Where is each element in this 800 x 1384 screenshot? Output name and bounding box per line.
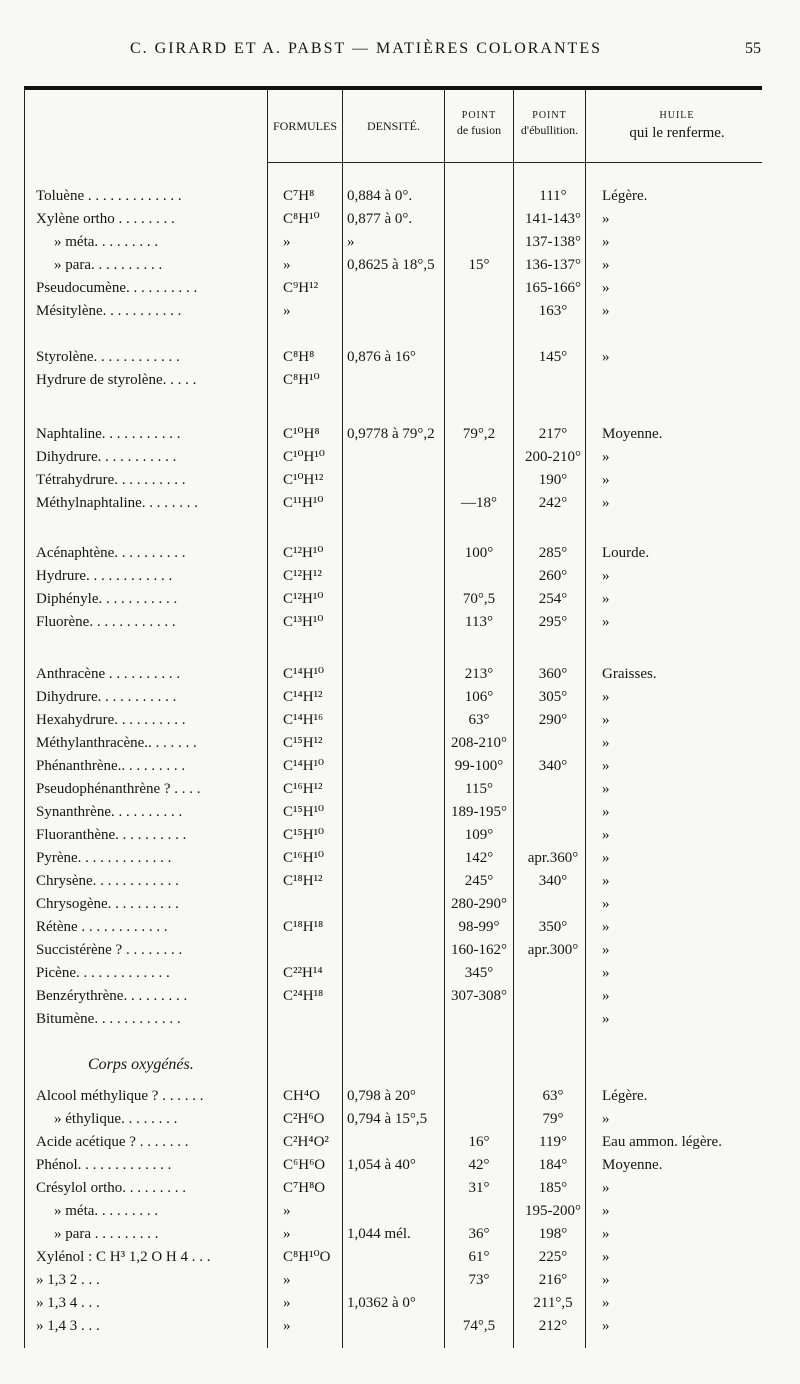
cell-formule: » bbox=[283, 257, 291, 273]
cell-formule: » bbox=[283, 1226, 291, 1242]
section-title: Corps oxygénés. bbox=[88, 1056, 194, 1073]
cell-name: Pyrène. . . . . . . . . . . . . bbox=[36, 850, 172, 866]
cell-name: Anthracène . . . . . . . . . . bbox=[36, 666, 181, 682]
cell-name: Hydrure de styrolène. . . . . bbox=[36, 372, 197, 388]
cell-name: Phénanthrène.. . . . . . . . . bbox=[36, 758, 186, 774]
column-header-formules: FORMULES bbox=[272, 119, 337, 133]
cell-name: » méta. . . . . . . . . bbox=[54, 234, 159, 250]
cell-ebullition: 163° bbox=[538, 303, 568, 319]
header-rule bbox=[592, 162, 762, 163]
column-header-fusion bbox=[445, 108, 513, 138]
cell-fusion: 70°,5 bbox=[462, 591, 496, 607]
cell-name: » éthylique. . . . . . . . bbox=[54, 1111, 178, 1127]
running-header: C. GIRARD ET A. PABST — MATIÈRES COLORANTES bbox=[130, 40, 602, 57]
cell-huile: » bbox=[602, 942, 610, 958]
cell-huile: Légère. bbox=[602, 1088, 648, 1104]
cell-fusion: 99-100° bbox=[454, 758, 504, 774]
cell-huile: » bbox=[602, 1111, 610, 1127]
cell-fusion: 106° bbox=[464, 689, 494, 705]
cell-ebullition: 254° bbox=[538, 591, 568, 607]
cell-name: Styrolène. . . . . . . . . . . . bbox=[36, 349, 180, 365]
cell-huile: Eau ammon. légère. bbox=[602, 1134, 722, 1150]
cell-name: Benzérythrène. . . . . . . . . bbox=[36, 988, 188, 1004]
cell-fusion: 109° bbox=[464, 827, 494, 843]
cell-formule: C⁸H⁸ bbox=[283, 349, 315, 365]
cell-ebullition: 137-138° bbox=[525, 234, 581, 250]
column-header-densite: DENSITÉ. bbox=[367, 119, 420, 133]
cell-formule: C¹⁴H¹⁶ bbox=[283, 712, 324, 728]
cell-huile: » bbox=[602, 712, 610, 728]
cell-fusion: 345° bbox=[464, 965, 494, 981]
cell-huile: » bbox=[602, 1226, 610, 1242]
cell-huile: Lourde. bbox=[602, 545, 650, 561]
cell-fusion: 100° bbox=[464, 545, 494, 561]
cell-huile: » bbox=[602, 988, 610, 1004]
cell-name: Acide acétique ? . . . . . . . bbox=[36, 1134, 189, 1150]
column-divider bbox=[513, 90, 514, 1348]
cell-huile: » bbox=[602, 804, 610, 820]
cell-name: Phénol. . . . . . . . . . . . . bbox=[36, 1157, 172, 1173]
cell-fusion: 36° bbox=[468, 1226, 490, 1242]
cell-ebullition: 290° bbox=[538, 712, 568, 728]
cell-fusion: 307-308° bbox=[451, 988, 507, 1004]
cell-fusion: 16° bbox=[468, 1134, 490, 1150]
cell-formule: C¹⁵H¹⁰ bbox=[283, 804, 325, 820]
header-rule bbox=[513, 162, 585, 163]
cell-name: Picène. . . . . . . . . . . . . bbox=[36, 965, 170, 981]
column-divider bbox=[444, 90, 445, 1348]
cell-formule: C²H⁴O² bbox=[283, 1134, 329, 1150]
cell-name: Alcool méthylique ? . . . . . . bbox=[36, 1088, 204, 1104]
header-rule bbox=[444, 162, 513, 163]
cell-formule: C⁶H⁶O bbox=[283, 1157, 326, 1173]
cell-name: Rétène . . . . . . . . . . . . bbox=[36, 919, 168, 935]
cell-formule: C¹⁰H⁸ bbox=[283, 426, 320, 442]
cell-name: Toluène . . . . . . . . . . . . . bbox=[36, 188, 182, 204]
cell-name: Pseudocumène. . . . . . . . . . bbox=[36, 280, 198, 296]
cell-ebullition: 185° bbox=[538, 1180, 568, 1196]
header-line: de fusion bbox=[456, 123, 502, 137]
cell-name: » para . . . . . . . . . bbox=[54, 1226, 159, 1242]
cell-name: Hexahydrure. . . . . . . . . . bbox=[36, 712, 186, 728]
cell-ebullition: 141-143° bbox=[525, 211, 581, 227]
cell-ebullition: 340° bbox=[538, 758, 568, 774]
cell-formule: C¹²H¹⁰ bbox=[283, 591, 324, 607]
cell-ebullition: 350° bbox=[538, 919, 568, 935]
cell-formule: C¹⁰H¹⁰ bbox=[283, 449, 325, 465]
cell-huile: » bbox=[602, 758, 610, 774]
cell-huile: » bbox=[602, 873, 610, 889]
cell-fusion: 208-210° bbox=[451, 735, 507, 751]
cell-ebullition: 119° bbox=[539, 1134, 567, 1150]
cell-huile: » bbox=[602, 568, 610, 584]
cell-ebullition: 184° bbox=[538, 1157, 568, 1173]
cell-name: Méthylanthracène.. . . . . . . bbox=[36, 735, 197, 751]
cell-ebullition: 198° bbox=[538, 1226, 568, 1242]
cell-ebullition: 79° bbox=[542, 1111, 564, 1127]
cell-ebullition: 145° bbox=[538, 349, 568, 365]
cell-name: Pseudophénanthrène ? . . . . bbox=[36, 781, 201, 797]
cell-formule: » bbox=[283, 234, 291, 250]
cell-formule: C⁸H¹⁰ bbox=[283, 211, 320, 227]
cell-ebullition: 212° bbox=[538, 1318, 568, 1334]
cell-ebullition: 216° bbox=[538, 1272, 568, 1288]
cell-huile: » bbox=[602, 472, 610, 488]
cell-ebullition: 165-166° bbox=[525, 280, 581, 296]
cell-ebullition: 217° bbox=[538, 426, 568, 442]
cell-ebullition: 305° bbox=[538, 689, 568, 705]
cell-fusion: 79°,2 bbox=[462, 426, 496, 442]
cell-huile: » bbox=[602, 896, 610, 912]
table-top-rule bbox=[24, 86, 762, 90]
cell-formule: » bbox=[283, 1318, 291, 1334]
cell-ebullition: 190° bbox=[538, 472, 568, 488]
cell-formule: C¹¹H¹⁰ bbox=[283, 495, 324, 511]
cell-huile: » bbox=[602, 614, 610, 630]
cell-ebullition: 211°,5 bbox=[533, 1295, 573, 1311]
column-divider bbox=[267, 90, 268, 1348]
cell-name: Chrysogène. . . . . . . . . . bbox=[36, 896, 179, 912]
cell-formule: » bbox=[283, 1203, 291, 1219]
cell-densite: 0,876 à 16° bbox=[347, 349, 416, 365]
header-rule bbox=[342, 162, 444, 163]
cell-fusion: 31° bbox=[468, 1180, 490, 1196]
cell-fusion: 115° bbox=[465, 781, 493, 797]
cell-huile: » bbox=[602, 781, 610, 797]
cell-huile: » bbox=[602, 1295, 610, 1311]
cell-huile: » bbox=[602, 850, 610, 866]
cell-name: Xylénol : C H³ 1,2 O H 4 . . . bbox=[36, 1249, 211, 1265]
cell-huile: » bbox=[602, 919, 610, 935]
cell-formule: » bbox=[283, 303, 291, 319]
cell-name: Chrysène. . . . . . . . . . . . bbox=[36, 873, 179, 889]
cell-formule: C²²H¹⁴ bbox=[283, 965, 323, 981]
cell-formule: C¹²H¹⁰ bbox=[283, 545, 324, 561]
cell-ebullition: 340° bbox=[538, 873, 568, 889]
cell-fusion: 245° bbox=[464, 873, 494, 889]
cell-name: Acénaphtène. . . . . . . . . . bbox=[36, 545, 186, 561]
cell-densite: 0,8625 à 18°,5 bbox=[347, 257, 435, 273]
cell-fusion: 73° bbox=[468, 1272, 490, 1288]
cell-ebullition: 260° bbox=[538, 568, 568, 584]
cell-ebullition: 242° bbox=[538, 495, 568, 511]
cell-huile: » bbox=[602, 689, 610, 705]
cell-name: Fluoranthène. . . . . . . . . . bbox=[36, 827, 187, 843]
cell-formule: C¹²H¹² bbox=[283, 568, 322, 584]
cell-name: » 1,4 3 . . . bbox=[36, 1318, 100, 1334]
cell-fusion: 213° bbox=[464, 666, 494, 682]
cell-huile: » bbox=[602, 303, 610, 319]
cell-name: Succistérène ? . . . . . . . . bbox=[36, 942, 183, 958]
cell-fusion: 142° bbox=[464, 850, 494, 866]
cell-densite: 0,884 à 0°. bbox=[347, 188, 413, 204]
cell-formule: C¹⁸H¹⁸ bbox=[283, 919, 324, 935]
cell-formule: C⁷H⁸O bbox=[283, 1180, 326, 1196]
cell-fusion: 280-290° bbox=[451, 896, 507, 912]
cell-huile: » bbox=[602, 234, 610, 250]
cell-ebullition: apr.360° bbox=[527, 850, 579, 866]
cell-fusion: 74°,5 bbox=[462, 1318, 496, 1334]
cell-name: » 1,3 2 . . . bbox=[36, 1272, 100, 1288]
cell-formule: C¹⁶H¹² bbox=[283, 781, 323, 797]
cell-huile: Graisses. bbox=[602, 666, 657, 682]
cell-name: Dihydrure. . . . . . . . . . . bbox=[36, 689, 177, 705]
cell-formule: C¹⁴H¹² bbox=[283, 689, 323, 705]
cell-huile: » bbox=[602, 495, 610, 511]
cell-densite: 0,877 à 0°. bbox=[347, 211, 413, 227]
cell-huile: » bbox=[602, 349, 610, 365]
cell-formule: C¹⁶H¹⁰ bbox=[283, 850, 325, 866]
cell-densite: » bbox=[347, 234, 355, 250]
cell-huile: » bbox=[602, 211, 610, 227]
cell-huile: » bbox=[602, 280, 610, 296]
cell-formule: C¹³H¹⁰ bbox=[283, 614, 324, 630]
column-divider bbox=[342, 90, 343, 1348]
cell-name: Mésitylène. . . . . . . . . . . bbox=[36, 303, 182, 319]
column-header-huile bbox=[592, 108, 762, 141]
cell-formule: C⁷H⁸ bbox=[283, 188, 315, 204]
cell-formule: C⁹H¹² bbox=[283, 280, 319, 296]
table-left-border bbox=[24, 90, 25, 1348]
cell-formule: C⁸H¹⁰O bbox=[283, 1249, 331, 1265]
cell-name: Synanthrène. . . . . . . . . . bbox=[36, 804, 183, 820]
header-line: POINT bbox=[461, 110, 497, 121]
header-line: POINT bbox=[532, 110, 567, 121]
cell-huile: » bbox=[602, 1318, 610, 1334]
cell-formule: C¹⁸H¹² bbox=[283, 873, 323, 889]
cell-densite: 0,798 à 20° bbox=[347, 1088, 416, 1104]
cell-name: Xylène ortho . . . . . . . . bbox=[36, 211, 175, 227]
cell-huile: » bbox=[602, 257, 610, 273]
cell-formule: C¹⁴H¹⁰ bbox=[283, 666, 325, 682]
cell-ebullition: 111° bbox=[539, 188, 567, 204]
cell-fusion: 189-195° bbox=[451, 804, 507, 820]
cell-ebullition: 285° bbox=[538, 545, 568, 561]
cell-name: Méthylnaphtaline. . . . . . . . bbox=[36, 495, 199, 511]
cell-ebullition: 63° bbox=[542, 1088, 564, 1104]
cell-huile: » bbox=[602, 1249, 610, 1265]
cell-formule: C¹⁵H¹⁰ bbox=[283, 827, 325, 843]
cell-formule: C¹⁰H¹² bbox=[283, 472, 324, 488]
cell-densite: 1,044 mél. bbox=[347, 1226, 411, 1242]
cell-formule: C⁸H¹⁰ bbox=[283, 372, 320, 388]
cell-formule: C²H⁶O bbox=[283, 1111, 325, 1127]
header-line: d'ébullition. bbox=[520, 123, 579, 137]
cell-formule: C²⁴H¹⁸ bbox=[283, 988, 324, 1004]
cell-fusion: 98-99° bbox=[458, 919, 500, 935]
cell-densite: 0,9778 à 79°,2 bbox=[347, 426, 435, 442]
cell-huile: » bbox=[602, 1180, 610, 1196]
cell-formule: CH⁴O bbox=[283, 1088, 320, 1104]
cell-huile: » bbox=[602, 591, 610, 607]
cell-fusion: 15° bbox=[468, 257, 490, 273]
cell-name: » para. . . . . . . . . . bbox=[54, 257, 163, 273]
cell-huile: » bbox=[602, 1272, 610, 1288]
page-number: 55 bbox=[745, 40, 761, 57]
cell-name: Dihydrure. . . . . . . . . . . bbox=[36, 449, 177, 465]
cell-name: Hydrure. . . . . . . . . . . . bbox=[36, 568, 173, 584]
cell-ebullition: 195-200° bbox=[525, 1203, 581, 1219]
cell-fusion: 42° bbox=[468, 1157, 490, 1173]
cell-name: Crésylol ortho. . . . . . . . . bbox=[36, 1180, 186, 1196]
cell-fusion: —18° bbox=[461, 495, 497, 511]
cell-ebullition: 225° bbox=[538, 1249, 568, 1265]
cell-huile: » bbox=[602, 827, 610, 843]
cell-huile: » bbox=[602, 1011, 610, 1027]
header-rule bbox=[267, 162, 342, 163]
cell-huile: » bbox=[602, 965, 610, 981]
cell-huile: Moyenne. bbox=[602, 1157, 663, 1173]
cell-name: » méta. . . . . . . . . bbox=[54, 1203, 159, 1219]
cell-fusion: 63° bbox=[468, 712, 490, 728]
cell-name: Bitumène. . . . . . . . . . . . bbox=[36, 1011, 181, 1027]
cell-formule: » bbox=[283, 1272, 291, 1288]
cell-densite: 1,0362 à 0° bbox=[347, 1295, 416, 1311]
cell-ebullition: 360° bbox=[538, 666, 568, 682]
cell-formule: C¹⁴H¹⁰ bbox=[283, 758, 325, 774]
cell-fusion: 160-162° bbox=[451, 942, 507, 958]
cell-name: Diphényle. . . . . . . . . . . bbox=[36, 591, 178, 607]
column-header-ebullition bbox=[514, 108, 585, 138]
cell-name: Tétrahydrure. . . . . . . . . . bbox=[36, 472, 186, 488]
cell-fusion: 61° bbox=[468, 1249, 490, 1265]
cell-ebullition: 295° bbox=[538, 614, 568, 630]
cell-name: » 1,3 4 . . . bbox=[36, 1295, 100, 1311]
header-line: qui le renferme. bbox=[629, 125, 725, 141]
cell-densite: 0,794 à 15°,5 bbox=[347, 1111, 428, 1127]
cell-ebullition: 136-137° bbox=[525, 257, 581, 273]
cell-huile: » bbox=[602, 735, 610, 751]
cell-name: Fluorène. . . . . . . . . . . . bbox=[36, 614, 176, 630]
cell-fusion: 113° bbox=[465, 614, 493, 630]
cell-huile: Légère. bbox=[602, 188, 648, 204]
cell-ebullition: apr.300° bbox=[527, 942, 579, 958]
cell-huile: Moyenne. bbox=[602, 426, 663, 442]
cell-huile: » bbox=[602, 449, 610, 465]
cell-ebullition: 200-210° bbox=[525, 449, 581, 465]
cell-name: Naphtaline. . . . . . . . . . . bbox=[36, 426, 181, 442]
cell-formule: » bbox=[283, 1295, 291, 1311]
header-line: HUILE bbox=[659, 110, 695, 121]
cell-huile: » bbox=[602, 1203, 610, 1219]
cell-formule: C¹⁵H¹² bbox=[283, 735, 323, 751]
cell-densite: 1,054 à 40° bbox=[347, 1157, 416, 1173]
